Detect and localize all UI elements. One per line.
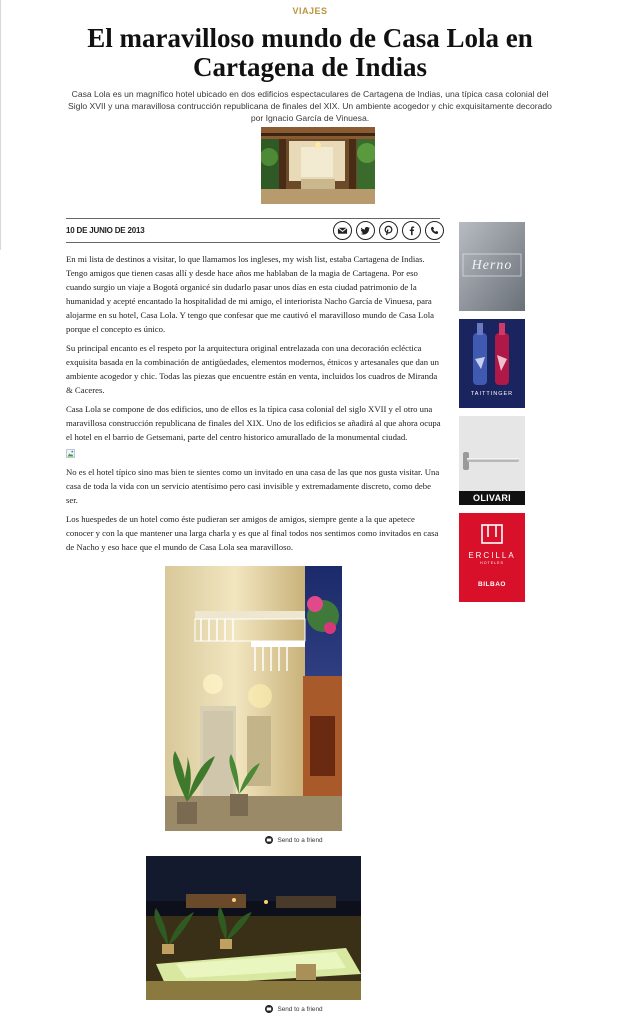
left-border xyxy=(0,0,1,250)
pinterest-icon xyxy=(383,225,394,236)
envelope-icon xyxy=(337,225,348,236)
share-facebook-button[interactable] xyxy=(402,221,421,240)
body-paragraph: Su principal encanto es el respeto por la arquitectura original entrelazada con una decoración ecléctica exquisita basada en la combinación de antigüedades, elementos modernos, étnicos y artesanales que dan un ambiente acogedor y chic. Todas las piezas que encuentre están en venta, incluidos los cuadros de Miranda & Caceres. xyxy=(66,343,439,395)
hero-image xyxy=(261,127,375,204)
share-bar xyxy=(333,221,444,240)
article-lead: Casa Lola es un magnífico hotel ubicado en dos edificios espectaculares de Cartagena de Indias, una típica casa colonial del Siglo XVII y una maravillosa contrucción republicana de finales del XIX. Un ambiente acogedor y chic exquisitamente decorado por Ignacio García de Vinuesa. xyxy=(68,89,552,123)
share-whatsapp-button[interactable] xyxy=(425,221,444,240)
send-to-friend-label: Send to a friend xyxy=(277,1005,323,1013)
body-paragraph: No es el hotel típico sino mas bien te sientes como un invitado en una casa de las que nos gusta visitar. Una casa de toda la vida con un servicio atentísimo pero casi invisible y extremadamente discreto, como debe ser. xyxy=(66,467,440,505)
casa-lola-facade-photo xyxy=(165,566,342,831)
broken-image-icon xyxy=(66,449,75,458)
share-pinterest-button[interactable] xyxy=(379,221,398,240)
envelope-icon xyxy=(265,836,273,844)
send-to-friend-link[interactable] xyxy=(0,1005,604,1013)
twitter-icon xyxy=(360,225,371,236)
ercilla-subtitle: HOTELES xyxy=(480,561,504,565)
ercilla-logo: ERCILLA xyxy=(468,551,516,560)
olivari-logo: OLIVARI xyxy=(473,493,511,503)
ercilla-city: BILBAO xyxy=(478,581,506,588)
herno-logo: Herno xyxy=(471,258,513,273)
casa-lola-pool-photo xyxy=(146,856,361,1000)
ad-herno[interactable] xyxy=(459,222,525,311)
send-to-friend-link[interactable] xyxy=(0,836,604,844)
body-paragraph: En mi lista de destinos a visitar, lo que llamamos los ingleses, my wish list, estaba Cartagena de Indias. Tengo amigos que tienen casas allí y desde hace años me hablaban de la magia de Cartagena. Por eso cuando surgio un viaje a Bogotá organicé sin dudarlo pasar unos días en esta ciudad patrimonio de la humanidad y acepté encantado la hospitalidad de mi amigo, el interiorista Nacho García de Vinuesa, para alojarme en su hotel, Casa Lola. Y tengo que confesar que me cautivó el maravilloso mundo de Casa Lola porque el concepto es único. xyxy=(66,254,434,334)
publish-date: 10 DE JUNIO DE 2013 xyxy=(66,226,145,235)
share-twitter-button[interactable] xyxy=(356,221,375,240)
meta-divider-bottom xyxy=(66,242,440,243)
share-email-button[interactable] xyxy=(333,221,352,240)
envelope-icon xyxy=(265,1005,273,1013)
facebook-icon xyxy=(406,225,417,236)
ad-ercilla[interactable] xyxy=(459,513,525,602)
article-body xyxy=(66,252,441,559)
ad-olivari[interactable] xyxy=(459,416,525,505)
article-title: El maravilloso mundo de Casa Lola en Cartagena de Indias xyxy=(87,23,533,82)
send-to-friend-label: Send to a friend xyxy=(277,836,323,844)
ad-taittinger[interactable] xyxy=(459,319,525,408)
taittinger-logo: TAITTINGER xyxy=(470,391,514,397)
body-paragraph: Los huespedes de un hotel como éste pudieran ser amigos de amigos, siempre gente a la que apetece conocer y con la que mantener una larga charla y es que al final todos nos sentimos como invitados en casa de Nacho y eso hace que el mundo de Casa Lola sea maravilloso. xyxy=(66,514,439,552)
section-label[interactable]: VIAJES xyxy=(292,6,328,16)
meta-divider-top xyxy=(66,218,440,219)
whatsapp-icon xyxy=(429,225,440,236)
body-paragraph: Casa Lola se compone de dos edificios, uno de ellos es la típica casa colonial del siglo XVII y el otro una maravillosa construcción republicana de finales del XIX. Uno de los edificios se añadirá al que ahora ocupa el hotel en el barrio de Getsemani, parte del centro historico amurallado de la monumental ciudad. xyxy=(66,404,441,442)
